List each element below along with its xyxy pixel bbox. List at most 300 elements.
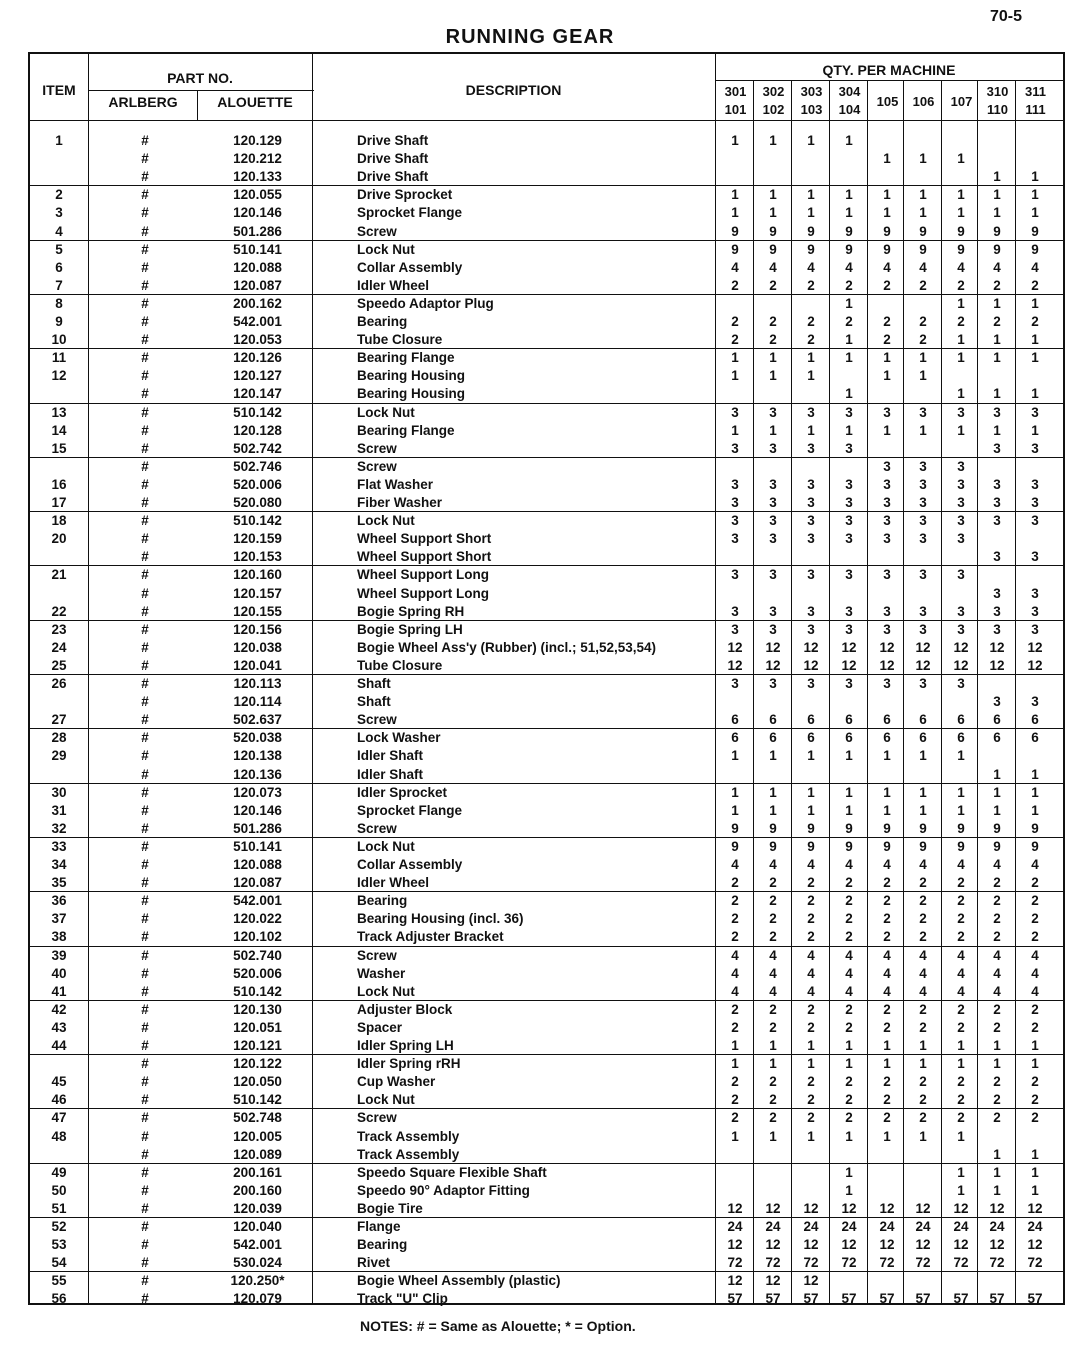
item-number: 37 <box>51 911 67 927</box>
alouette-part: 120.250* <box>230 1273 285 1289</box>
qty-cell: 2 <box>807 893 815 909</box>
description: Collar Assembly <box>357 259 463 275</box>
qty-cell: 3 <box>957 476 965 492</box>
qty-cell: 2 <box>769 332 777 348</box>
qty-cell: 4 <box>883 983 891 999</box>
qty-cell: 1 <box>731 350 739 366</box>
description: Collar Assembly <box>357 857 463 872</box>
model-header-bottom: 101 <box>724 102 747 117</box>
qty-cell: 12 <box>915 657 931 673</box>
arlberg-part: # <box>141 676 149 691</box>
alouette-part: 120.121 <box>233 1038 282 1053</box>
model-header-bottom: 103 <box>800 102 823 117</box>
qty-cell: 9 <box>807 223 815 239</box>
description: Bogie Wheel Ass'y (Rubber) (incl.; 51,52,53,54) <box>357 639 657 655</box>
description: Lock Nut <box>357 838 415 854</box>
item-number: 45 <box>51 1074 67 1090</box>
qty-cell: 1 <box>1031 205 1039 221</box>
description: Rivet <box>357 1255 391 1271</box>
qty-cell: 3 <box>845 476 853 492</box>
arlberg-part: # <box>141 549 149 565</box>
table-row <box>30 965 1063 983</box>
alouette-part: 200.162 <box>233 295 282 311</box>
item-number: 52 <box>51 1219 67 1234</box>
alouette-part: 120.073 <box>233 784 282 800</box>
model-header-bottom: 102 <box>762 102 785 117</box>
qty-cell: 1 <box>993 1038 1001 1053</box>
arlberg-part: # <box>141 694 149 710</box>
qty-cell: 2 <box>957 1001 965 1017</box>
qty-cell: 3 <box>957 567 965 583</box>
qty-cell: 3 <box>919 495 927 510</box>
alouette-part: 120.156 <box>233 621 282 637</box>
qty-cell: 57 <box>915 1291 931 1307</box>
item-number: 5 <box>55 241 63 257</box>
alouette-part: 120.041 <box>233 657 282 673</box>
qty-cell: 1 <box>957 422 965 438</box>
qty-cell: 4 <box>919 965 927 981</box>
alouette-part: 120.088 <box>233 259 282 275</box>
table-row <box>30 168 1063 186</box>
qty-cell: 2 <box>807 875 815 891</box>
qty-cell: 1 <box>845 133 853 148</box>
item-number: 10 <box>51 332 67 348</box>
arlberg-part: # <box>141 1164 149 1180</box>
qty-cell: 9 <box>845 838 853 854</box>
table-row <box>30 874 1063 892</box>
qty-cell: 24 <box>803 1219 819 1234</box>
table-row <box>30 1236 1063 1254</box>
model-header-top: 301 <box>724 84 747 99</box>
qty-cell: 2 <box>957 1074 965 1090</box>
qty-cell: 1 <box>807 802 815 818</box>
description: Screw <box>357 947 397 963</box>
qty-cell: 1 <box>993 1164 1001 1180</box>
qty-cell: 3 <box>731 476 739 492</box>
qty-cell: 1 <box>957 386 965 402</box>
qty-cell: 2 <box>1031 1019 1039 1035</box>
model-header-top: 304 <box>838 84 861 99</box>
qty-cell: 3 <box>883 531 891 547</box>
qty-cell: 1 <box>845 295 853 311</box>
qty-cell: 2 <box>993 911 1001 927</box>
qty-cell: 1 <box>883 1056 891 1072</box>
qty-cell: 1 <box>807 133 815 148</box>
qty-cell: 1 <box>807 350 815 366</box>
qty-cell: 57 <box>727 1291 743 1307</box>
qty-cell: 2 <box>1031 929 1039 945</box>
qty-cell: 3 <box>769 513 777 529</box>
qty-cell: 24 <box>915 1219 931 1234</box>
table-row <box>30 241 1063 259</box>
qty-cell: 3 <box>769 476 777 492</box>
description: Lock Nut <box>357 241 415 257</box>
qty-cell: 1 <box>993 169 1001 185</box>
arlberg-part: # <box>141 639 149 655</box>
alouette-part: 120.040 <box>233 1219 282 1234</box>
item-number: 23 <box>51 621 67 637</box>
description: Lock Nut <box>357 983 415 999</box>
item-number: 38 <box>51 929 67 945</box>
table-row <box>30 639 1063 657</box>
qty-cell: 9 <box>993 820 1001 836</box>
qty-cell: 3 <box>769 440 777 456</box>
qty-cell: 1 <box>769 802 777 818</box>
qty-cell: 3 <box>807 603 815 619</box>
qty-cell: 3 <box>993 694 1001 710</box>
table-row <box>30 422 1063 440</box>
table-row <box>30 983 1063 1001</box>
arlberg-part: # <box>141 458 149 474</box>
alouette-part: 542.001 <box>233 893 282 909</box>
description: Bearing Flange <box>357 422 455 438</box>
qty-cell: 2 <box>731 1092 739 1108</box>
qty-cell: 1 <box>883 350 891 366</box>
qty-cell: 12 <box>803 1273 819 1289</box>
qty-cell: 2 <box>883 929 891 945</box>
model-header-top: 310 <box>986 84 1009 99</box>
qty-cell: 1 <box>807 187 815 203</box>
qty-cell: 1 <box>731 1056 739 1072</box>
qty-cell: 2 <box>957 929 965 945</box>
arlberg-part: # <box>141 947 149 963</box>
qty-cell: 9 <box>993 241 1001 257</box>
description: Speedo Square Flexible Shaft <box>357 1164 547 1180</box>
header-item: ITEM <box>42 82 76 98</box>
qty-cell: 2 <box>731 277 739 293</box>
qty-cell: 2 <box>883 277 891 293</box>
qty-cell: 2 <box>845 875 853 891</box>
arlberg-part: # <box>141 1092 149 1108</box>
qty-cell: 3 <box>883 495 891 510</box>
item-number: 42 <box>51 1001 67 1017</box>
alouette-part: 502.748 <box>233 1110 282 1126</box>
alouette-part: 501.286 <box>233 223 282 239</box>
item-number: 41 <box>51 983 67 999</box>
arlberg-part: # <box>141 1128 149 1144</box>
qty-cell: 1 <box>957 784 965 800</box>
qty-cell: 4 <box>993 983 1001 999</box>
alouette-part: 120.159 <box>233 531 282 547</box>
qty-cell: 1 <box>919 1038 927 1053</box>
header-arlberg: ARLBERG <box>108 94 178 110</box>
qty-cell: 2 <box>883 1001 891 1017</box>
model-header-top: 311 <box>1025 84 1046 99</box>
arlberg-part: # <box>141 223 149 239</box>
qty-cell: 3 <box>957 621 965 637</box>
qty-cell: 9 <box>1031 838 1039 854</box>
qty-cell: 6 <box>769 712 777 728</box>
item-number: 44 <box>51 1038 67 1053</box>
model-header-top: 107 <box>950 94 973 109</box>
qty-cell: 12 <box>989 1237 1005 1253</box>
alouette-part: 502.746 <box>233 458 282 474</box>
table-row <box>30 186 1063 204</box>
alouette-part: 520.006 <box>233 965 282 981</box>
qty-cell: 9 <box>807 820 815 836</box>
table-row <box>30 711 1063 729</box>
item-number: 48 <box>51 1128 67 1144</box>
alouette-part: 120.153 <box>233 549 282 565</box>
qty-cell: 2 <box>1031 1092 1039 1108</box>
alouette-part: 510.141 <box>233 838 282 854</box>
qty-cell: 12 <box>765 1273 781 1289</box>
qty-cell: 4 <box>993 947 1001 963</box>
qty-cell: 72 <box>915 1255 931 1271</box>
qty-cell: 3 <box>845 603 853 619</box>
qty-cell: 2 <box>1031 1001 1039 1017</box>
description: Bogie Spring RH <box>357 603 465 619</box>
qty-cell: 72 <box>803 1255 819 1271</box>
qty-cell: 6 <box>731 730 739 746</box>
alouette-part: 120.113 <box>233 676 282 691</box>
table-row <box>30 1200 1063 1218</box>
qty-cell: 4 <box>769 947 777 963</box>
qty-cell: 2 <box>957 875 965 891</box>
qty-cell: 3 <box>1031 585 1039 601</box>
qty-cell: 2 <box>993 1110 1001 1126</box>
qty-cell: 4 <box>993 259 1001 275</box>
qty-cell: 12 <box>1027 657 1043 673</box>
qty-cell: 1 <box>957 1038 965 1053</box>
table-row <box>30 1146 1063 1164</box>
alouette-part: 120.157 <box>233 585 282 601</box>
qty-cell: 2 <box>919 314 927 329</box>
qty-cell: 2 <box>807 332 815 348</box>
qty-cell: 57 <box>1027 1291 1043 1307</box>
arlberg-part: # <box>141 133 149 148</box>
description: Idler Spring rRH <box>357 1056 461 1072</box>
qty-cell: 2 <box>807 1001 815 1017</box>
qty-cell: 4 <box>731 983 739 999</box>
qty-cell: 12 <box>879 1237 895 1253</box>
qty-cell: 9 <box>845 223 853 239</box>
qty-cell: 2 <box>919 277 927 293</box>
qty-cell: 12 <box>915 639 931 655</box>
qty-cell: 1 <box>845 784 853 800</box>
qty-cell: 3 <box>1031 476 1039 492</box>
qty-cell: 1 <box>731 1128 739 1144</box>
page-title: RUNNING GEAR <box>445 26 615 48</box>
arlberg-part: # <box>141 1255 149 1271</box>
arlberg-part: # <box>141 748 149 764</box>
table-row <box>30 621 1063 639</box>
qty-cell: 24 <box>879 1219 895 1234</box>
qty-cell: 4 <box>731 259 739 275</box>
qty-cell: 3 <box>731 676 739 691</box>
arlberg-part: # <box>141 929 149 945</box>
qty-cell: 4 <box>993 857 1001 872</box>
alouette-part: 120.053 <box>233 332 282 348</box>
item-number: 14 <box>51 422 67 438</box>
table-row <box>30 585 1063 603</box>
qty-cell: 12 <box>803 1237 819 1253</box>
item-number: 15 <box>51 440 67 456</box>
qty-cell: 1 <box>883 1128 891 1144</box>
qty-cell: 1 <box>1031 1056 1039 1072</box>
model-header-bottom: 111 <box>1025 102 1046 117</box>
qty-cell: 1 <box>807 748 815 764</box>
qty-cell: 2 <box>993 929 1001 945</box>
description: Tube Closure <box>357 657 443 673</box>
alouette-part: 120.102 <box>233 929 282 945</box>
qty-cell: 3 <box>993 549 1001 565</box>
description: Speedo 90° Adaptor Fitting <box>357 1182 530 1198</box>
description: Flange <box>357 1219 401 1234</box>
qty-cell: 1 <box>993 422 1001 438</box>
alouette-part: 510.142 <box>233 404 282 420</box>
qty-cell: 1 <box>807 784 815 800</box>
table-row <box>30 1218 1063 1236</box>
alouette-part: 120.055 <box>233 187 282 203</box>
qty-cell: 6 <box>845 730 853 746</box>
qty-cell: 1 <box>731 1038 739 1053</box>
qty-cell: 3 <box>957 676 965 691</box>
qty-cell: 2 <box>769 1074 777 1090</box>
qty-cell: 12 <box>879 1200 895 1216</box>
item-number: 30 <box>51 784 67 800</box>
header-part-no: PART NO. <box>167 70 233 86</box>
qty-cell: 2 <box>883 332 891 348</box>
qty-cell: 9 <box>993 223 1001 239</box>
qty-cell: 3 <box>845 440 853 456</box>
description: Lock Washer <box>357 730 441 746</box>
qty-cell: 12 <box>803 1200 819 1216</box>
table-row <box>30 1055 1063 1073</box>
qty-cell: 9 <box>957 820 965 836</box>
model-header-bottom: 110 <box>987 102 1008 117</box>
description: Bearing Housing <box>357 368 466 384</box>
qty-cell: 3 <box>807 440 815 456</box>
qty-cell: 12 <box>915 1200 931 1216</box>
qty-cell: 1 <box>919 748 927 764</box>
description: Bogie Tire <box>357 1200 423 1216</box>
qty-cell: 2 <box>769 314 777 329</box>
qty-cell: 9 <box>883 838 891 854</box>
alouette-part: 120.038 <box>233 639 282 655</box>
qty-cell: 3 <box>919 621 927 637</box>
qty-cell: 12 <box>879 639 895 655</box>
description: Bearing <box>357 1237 408 1253</box>
qty-cell: 9 <box>919 223 927 239</box>
qty-cell: 1 <box>993 1056 1001 1072</box>
qty-cell: 1 <box>883 422 891 438</box>
alouette-part: 520.006 <box>233 476 282 492</box>
qty-cell: 1 <box>845 205 853 221</box>
arlberg-part: # <box>141 386 149 402</box>
qty-cell: 1 <box>1031 1182 1039 1198</box>
qty-cell: 2 <box>845 314 853 329</box>
qty-cell: 2 <box>1031 875 1039 891</box>
arlberg-part: # <box>141 875 149 891</box>
qty-cell: 12 <box>1027 1237 1043 1253</box>
qty-cell: 3 <box>883 458 891 474</box>
qty-cell: 4 <box>919 259 927 275</box>
qty-cell: 1 <box>807 1056 815 1072</box>
table-row <box>30 295 1063 313</box>
qty-cell: 2 <box>807 929 815 945</box>
qty-cell: 1 <box>957 295 965 311</box>
qty-cell: 12 <box>727 639 743 655</box>
qty-cell: 3 <box>807 404 815 420</box>
description: Wheel Support Long <box>357 585 489 601</box>
item-number: 21 <box>51 567 67 583</box>
arlberg-part: # <box>141 621 149 637</box>
description: Drive Sprocket <box>357 187 453 203</box>
qty-cell: 1 <box>919 1056 927 1072</box>
qty-cell: 1 <box>845 386 853 402</box>
qty-cell: 1 <box>769 368 777 384</box>
item-number: 7 <box>55 277 63 293</box>
qty-cell: 3 <box>919 531 927 547</box>
qty-cell: 2 <box>993 277 1001 293</box>
qty-cell: 2 <box>883 1110 891 1126</box>
qty-cell: 2 <box>845 1019 853 1035</box>
qty-cell: 24 <box>953 1219 969 1234</box>
arlberg-part: # <box>141 314 149 329</box>
qty-cell: 4 <box>769 983 777 999</box>
qty-cell: 1 <box>845 332 853 348</box>
qty-cell: 4 <box>731 947 739 963</box>
qty-cell: 4 <box>919 947 927 963</box>
qty-cell: 4 <box>1031 965 1039 981</box>
item-number: 2 <box>55 187 63 203</box>
qty-cell: 9 <box>731 223 739 239</box>
qty-cell: 3 <box>807 495 815 510</box>
qty-cell: 3 <box>769 676 777 691</box>
qty-cell: 6 <box>919 712 927 728</box>
item-number: 32 <box>51 820 67 836</box>
qty-cell: 3 <box>769 531 777 547</box>
table-row <box>30 566 1063 584</box>
arlberg-part: # <box>141 368 149 384</box>
qty-cell: 4 <box>993 965 1001 981</box>
qty-cell: 1 <box>993 802 1001 818</box>
item-number: 27 <box>51 712 67 728</box>
model-header-top: 106 <box>912 94 935 109</box>
qty-cell: 1 <box>883 748 891 764</box>
item-number: 26 <box>51 676 67 691</box>
table-row <box>30 856 1063 874</box>
table-row <box>30 313 1063 331</box>
description: Fiber Washer <box>357 495 443 510</box>
alouette-part: 120.127 <box>233 368 282 384</box>
qty-cell: 6 <box>883 730 891 746</box>
qty-cell: 1 <box>1031 422 1039 438</box>
arlberg-part: # <box>141 1291 149 1307</box>
qty-cell: 12 <box>953 1200 969 1216</box>
qty-cell: 4 <box>807 965 815 981</box>
qty-cell: 2 <box>845 1110 853 1126</box>
qty-cell: 9 <box>1031 820 1039 836</box>
qty-cell: 1 <box>957 1128 965 1144</box>
qty-cell: 2 <box>731 314 739 329</box>
qty-cell: 2 <box>845 893 853 909</box>
qty-cell: 4 <box>807 947 815 963</box>
qty-cell: 6 <box>993 712 1001 728</box>
page-number: 70-5 <box>990 8 1023 25</box>
alouette-part: 120.212 <box>233 151 282 167</box>
qty-cell: 1 <box>1031 1146 1039 1162</box>
qty-cell: 57 <box>989 1291 1005 1307</box>
qty-cell: 4 <box>883 947 891 963</box>
item-number: 6 <box>55 259 63 275</box>
description: Washer <box>357 965 406 981</box>
qty-cell: 2 <box>769 893 777 909</box>
qty-cell: 1 <box>993 187 1001 203</box>
table-row <box>30 928 1063 946</box>
qty-cell: 1 <box>993 1182 1001 1198</box>
